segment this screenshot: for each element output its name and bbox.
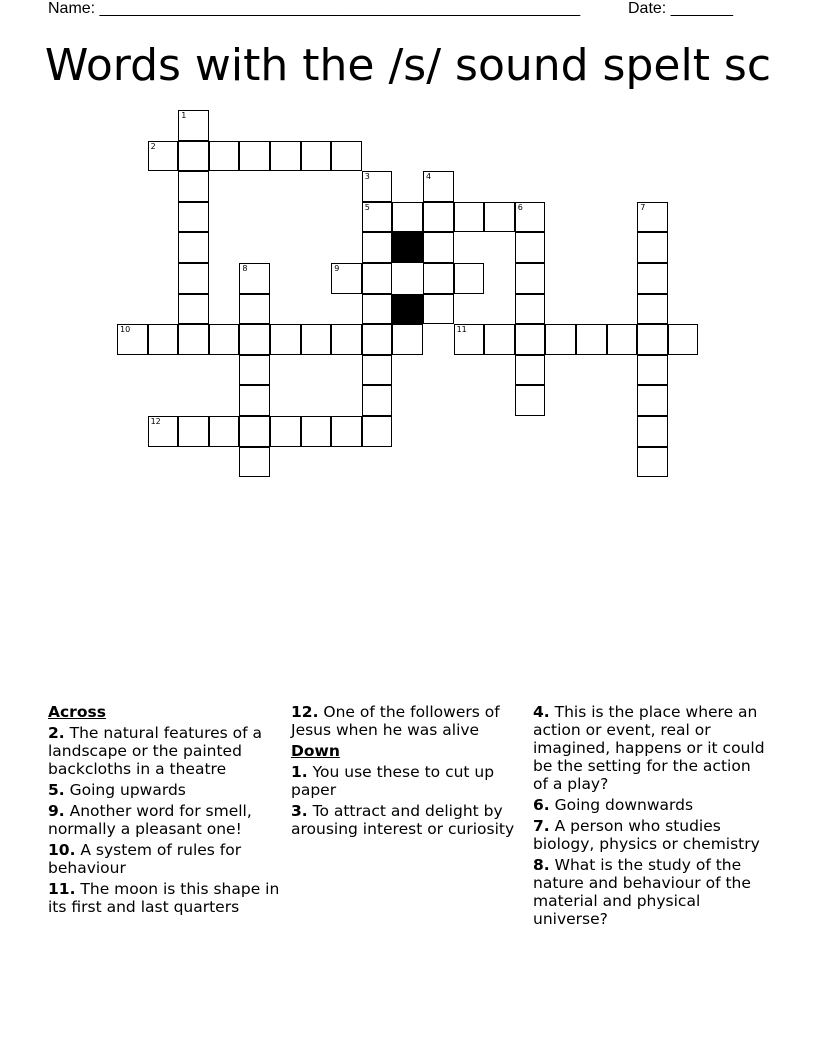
crossword-cell[interactable] xyxy=(362,385,393,416)
crossword-cell[interactable] xyxy=(362,263,393,294)
crossword-cell[interactable] xyxy=(576,324,607,355)
crossword-cell[interactable] xyxy=(270,324,301,355)
clue-text: This is the place where an action or event, real or imagined, happens or it could be the setting for the action of a play? xyxy=(533,703,765,793)
clue-number-label: 6 xyxy=(517,202,523,212)
clue-across-2 xyxy=(48,724,283,778)
crossword-cell[interactable] xyxy=(117,324,148,355)
crossword-cell[interactable] xyxy=(239,447,270,478)
crossword-cell[interactable] xyxy=(423,202,454,233)
crossword-cell[interactable] xyxy=(423,263,454,294)
crossword-cell[interactable] xyxy=(178,232,209,263)
down-heading: Down xyxy=(291,742,340,760)
crossword-cell[interactable] xyxy=(178,110,209,141)
crossword-cell[interactable] xyxy=(362,324,393,355)
crossword-cell[interactable] xyxy=(515,202,546,233)
crossword-cell[interactable] xyxy=(331,416,362,447)
clue-across-5 xyxy=(48,781,283,799)
clue-number-label: 8 xyxy=(242,264,248,273)
clue-number-label: 7 xyxy=(640,202,646,212)
crossword-cell[interactable] xyxy=(637,416,668,447)
crossword-cell[interactable] xyxy=(148,416,179,447)
clue-number-label: 3 xyxy=(364,172,370,182)
crossword-cell[interactable] xyxy=(209,324,240,355)
clue-text: Going upwards xyxy=(64,781,186,799)
crossword-cell[interactable] xyxy=(178,141,209,172)
clue-number-label: 4 xyxy=(426,172,432,182)
name-field-label[interactable]: Name: ______________________________________________________ xyxy=(48,0,581,17)
crossword-cell[interactable] xyxy=(239,416,270,447)
crossword-cell[interactable] xyxy=(148,324,179,355)
crossword-cell[interactable] xyxy=(515,385,546,416)
crossword-cell[interactable] xyxy=(239,263,270,294)
date-field-label[interactable]: Date: _______ xyxy=(628,0,733,17)
crossword-cell[interactable] xyxy=(454,202,485,233)
crossword-cell[interactable] xyxy=(239,324,270,355)
crossword-cell[interactable] xyxy=(362,416,393,447)
clue-number-label: 9 xyxy=(334,264,340,273)
clue-across-9 xyxy=(48,802,283,838)
clue-down-8 xyxy=(533,856,768,928)
clue-down-3 xyxy=(291,802,521,838)
clue-text: Going downwards xyxy=(549,796,694,814)
clue-number: 8. xyxy=(533,856,550,874)
crossword-cell[interactable] xyxy=(545,324,576,355)
crossword-cell[interactable] xyxy=(484,324,515,355)
crossword-cell[interactable] xyxy=(637,294,668,325)
crossword-cell[interactable] xyxy=(392,202,423,233)
crossword-cell[interactable] xyxy=(148,141,179,172)
crossword-cell[interactable] xyxy=(301,416,332,447)
crossword-cell[interactable] xyxy=(637,263,668,294)
clue-down-6 xyxy=(533,796,768,814)
crossword-cell[interactable] xyxy=(301,324,332,355)
clue-column-3 xyxy=(533,703,768,931)
crossword-cell[interactable] xyxy=(270,416,301,447)
clue-down-1 xyxy=(291,763,521,799)
clue-number: 1. xyxy=(291,763,308,781)
crossword-cell[interactable] xyxy=(301,141,332,172)
clue-down-4 xyxy=(533,703,768,793)
crossword-cell[interactable] xyxy=(331,141,362,172)
crossword-cell[interactable] xyxy=(515,294,546,325)
crossword-cell[interactable] xyxy=(423,171,454,202)
clue-down-7 xyxy=(533,817,768,853)
crossword-cell[interactable] xyxy=(423,294,454,325)
crossword-cell[interactable] xyxy=(637,447,668,478)
crossword-cell[interactable] xyxy=(484,202,515,233)
clue-across-12 xyxy=(291,703,521,739)
black-square xyxy=(392,294,423,325)
crossword-cell[interactable] xyxy=(178,171,209,202)
crossword-cell[interactable] xyxy=(515,232,546,263)
crossword-cell[interactable] xyxy=(392,324,423,355)
clue-number-label: 11 xyxy=(456,325,467,335)
crossword-cell[interactable] xyxy=(362,294,393,325)
page-title: Words with the /s/ sound spelt sc xyxy=(44,40,772,91)
clue-text: A system of rules for behaviour xyxy=(48,841,242,877)
clue-text: The moon is this shape in its first and last quarters xyxy=(48,880,280,916)
crossword-cell[interactable] xyxy=(362,171,393,202)
crossword-cell[interactable] xyxy=(239,141,270,172)
crossword-cell[interactable] xyxy=(362,232,393,263)
crossword-grid xyxy=(0,0,816,520)
crossword-cell[interactable] xyxy=(270,141,301,172)
clue-text: You use these to cut up paper xyxy=(291,763,495,799)
crossword-cell[interactable] xyxy=(637,385,668,416)
clue-number: 2. xyxy=(48,724,65,742)
crossword-cell[interactable] xyxy=(331,324,362,355)
crossword-cell[interactable] xyxy=(423,232,454,263)
crossword-cell[interactable] xyxy=(178,202,209,233)
black-square xyxy=(392,232,423,263)
clue-across-10 xyxy=(48,841,283,877)
crossword-cell[interactable] xyxy=(178,324,209,355)
crossword-cell[interactable] xyxy=(637,355,668,386)
clue-number: 7. xyxy=(533,817,550,835)
clue-text: To attract and delight by arousing interest or curiosity xyxy=(291,802,515,838)
crossword-cell[interactable] xyxy=(209,416,240,447)
clue-text: A person who studies biology, physics or chemistry xyxy=(533,817,760,853)
crossword-cell[interactable] xyxy=(178,294,209,325)
crossword-cell[interactable] xyxy=(209,141,240,172)
clue-number: 3. xyxy=(291,802,308,820)
clue-number: 4. xyxy=(533,703,550,721)
clue-column-1 xyxy=(48,703,283,919)
clue-number: 9. xyxy=(48,802,65,820)
crossword-cell[interactable] xyxy=(454,263,485,294)
clue-number: 10. xyxy=(48,841,76,859)
crossword-cell[interactable] xyxy=(454,324,485,355)
crossword-cell[interactable] xyxy=(515,263,546,294)
clue-number-label: 1 xyxy=(181,111,187,120)
crossword-cell[interactable] xyxy=(515,324,546,355)
crossword-cell[interactable] xyxy=(331,263,362,294)
clue-text: The natural features of a landscape or the painted backcloths in a theatre xyxy=(48,724,263,778)
clue-number-label: 12 xyxy=(150,417,161,426)
crossword-cell[interactable] xyxy=(637,202,668,233)
crossword-cell[interactable] xyxy=(637,324,668,355)
crossword-cell[interactable] xyxy=(515,355,546,386)
crossword-cell[interactable] xyxy=(668,324,699,355)
crossword-cell[interactable] xyxy=(637,232,668,263)
crossword-cell[interactable] xyxy=(362,202,393,233)
clue-column-2 xyxy=(291,703,521,841)
clue-number-label: 10 xyxy=(120,325,131,335)
clue-number: 11. xyxy=(48,880,76,898)
crossword-cell[interactable] xyxy=(607,324,638,355)
clue-number-label: 5 xyxy=(364,202,370,212)
clue-text: Another word for smell, normally a pleasant one! xyxy=(48,802,252,838)
clue-text: One of the followers of Jesus when he was alive xyxy=(291,703,500,739)
crossword-cell[interactable] xyxy=(362,355,393,386)
crossword-cell[interactable] xyxy=(239,294,270,325)
crossword-cell[interactable] xyxy=(239,355,270,386)
clue-number: 12. xyxy=(291,703,319,721)
clue-across-11 xyxy=(48,880,283,916)
clue-number: 5. xyxy=(48,781,65,799)
crossword-cell[interactable] xyxy=(178,263,209,294)
crossword-cell[interactable] xyxy=(239,385,270,416)
clue-number-label: 2 xyxy=(150,141,156,151)
crossword-cell[interactable] xyxy=(178,416,209,447)
clue-number: 6. xyxy=(533,796,550,814)
across-heading: Across xyxy=(48,703,106,721)
clue-text: What is the study of the nature and behaviour of the material and physical universe? xyxy=(533,856,751,928)
